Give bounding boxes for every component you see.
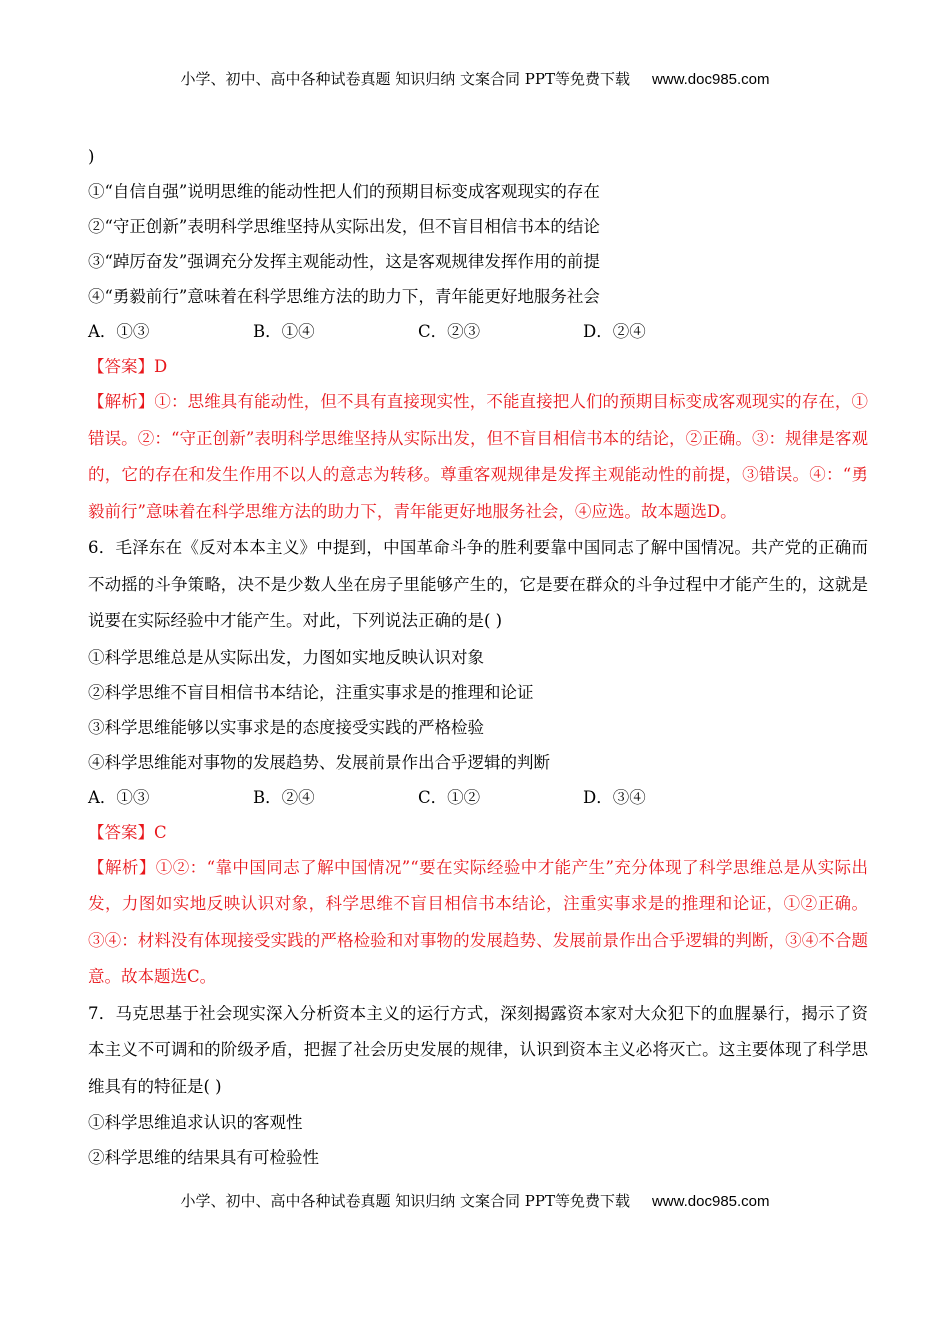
q6-answer: 【答案】C <box>88 822 167 842</box>
q7-stem: 7．马克思基于社会现实深入分析资本主义的运行方式，深刻揭露资本家对大众犯下的血腥暴行，揭示了资本主义不可调和的阶级矛盾，把握了社会历史发展的规律，认识到资本主义必将灭亡。这主要体现了科学思维具有的特征是( ) <box>88 1003 868 1096</box>
page-header <box>0 69 950 90</box>
q6-analysis-label: 【解析】 <box>88 857 156 877</box>
q6-statement-4: ④科学思维能对事物的发展趋势、发展前景作出合乎逻辑的判断 <box>88 752 550 772</box>
q5-answer: 【答案】D <box>88 357 168 376</box>
q7-statement-2: ②科学思维的结果具有可检验性 <box>88 1148 319 1167</box>
header-url[interactable]: www.doc985.com <box>651 71 770 88</box>
q5-statement-1: ①“自信自强”说明思维的能动性把人们的预期目标变成客观现实的存在 <box>88 182 600 201</box>
q6-statement-3: ③科学思维能够以实事求是的态度接受实践的严格检验 <box>88 717 484 737</box>
q6-option-d: D．③④ <box>583 787 646 807</box>
q5-statement-4: ④“勇毅前行”意味着在科学思维方法的助力下，青年能更好地服务社会 <box>88 287 600 306</box>
q5-stem-tail: ) <box>88 147 95 166</box>
footer-text: 小学、初中、高中各种试卷真题 知识归纳 文案合同 PPT等免费下载 <box>180 1192 630 1210</box>
q6-options <box>88 780 868 815</box>
q5-options <box>88 314 868 349</box>
q5-option-b: B．①④ <box>253 322 315 341</box>
q5-analysis-text: ①：思维具有能动性，但不具有直接现实性，不能直接把人们的预期目标变成客观现实的存在，①错误。②：“守正创新”表明科学思维坚持从实际出发，但不盲目相信书本的结论，②正确。③：规律是客观的，它的存在和发生作用不以人的意志为转移。尊重客观规律是发挥主观能动性的前提，③错误。④：“勇毅前行”意味着在科学思维方法的助力下，青年能更好地服务社会，④应选。故本题选D。 <box>88 392 869 521</box>
footer-url[interactable]: www.doc985.com <box>651 1193 770 1210</box>
header-text: 小学、初中、高中各种试卷真题 知识归纳 文案合同 PPT等免费下载 <box>180 70 630 88</box>
q6-option-c: C．①② <box>418 787 481 807</box>
q6-stem: 6．毛泽东在《反对本本主义》中提到，中国革命斗争的胜利要靠中国同志了解中国情况。共产党的正确而不动摇的斗争策略，决不是少数人坐在房子里能够产生的，它是要在群众的斗争过程中才能产生的，这就是说要在实际经验中才能产生。对此，下列说法正确的是( ) <box>88 538 868 630</box>
q6-statement-2: ②科学思维不盲目相信书本结论，注重实事求是的推理和论证 <box>88 682 534 702</box>
q6-analysis <box>88 850 868 996</box>
q5-statement-2: ②“守正创新”表明科学思维坚持从实际出发，但不盲目相信书本的结论 <box>88 217 600 236</box>
q5-option-c: C．②③ <box>418 322 481 341</box>
q5-option-a: A．①③ <box>88 322 150 341</box>
q6-analysis-text: ①②：“靠中国同志了解中国情况”“要在实际经验中才能产生”充分体现了科学思维总是从实际出发，力图如实地反映认识对象，科学思维不盲目相信书本结论，注重实事求是的推理和论证，①②正确。③④：材料没有体现接受实践的严格检验和对事物的发展趋势、发展前景作出合乎逻辑的判断，③④不合题意。故本题选C。 <box>88 857 868 986</box>
document-body <box>88 139 868 1175</box>
q5-option-d: D．②④ <box>583 322 646 341</box>
q7-statement-1: ①科学思维追求认识的客观性 <box>88 1113 303 1132</box>
q6-statement-1: ①科学思维总是从实际出发，力图如实地反映认识对象 <box>88 647 484 667</box>
q6-option-a: A．①③ <box>88 787 150 807</box>
q6-option-b: B．②④ <box>253 787 315 807</box>
q5-analysis-label: 【解析】 <box>88 392 155 411</box>
page-footer <box>0 1191 950 1212</box>
q5-analysis <box>88 384 868 530</box>
q5-statement-3: ③“踔厉奋发”强调充分发挥主观能动性，这是客观规律发挥作用的前提 <box>88 252 600 271</box>
